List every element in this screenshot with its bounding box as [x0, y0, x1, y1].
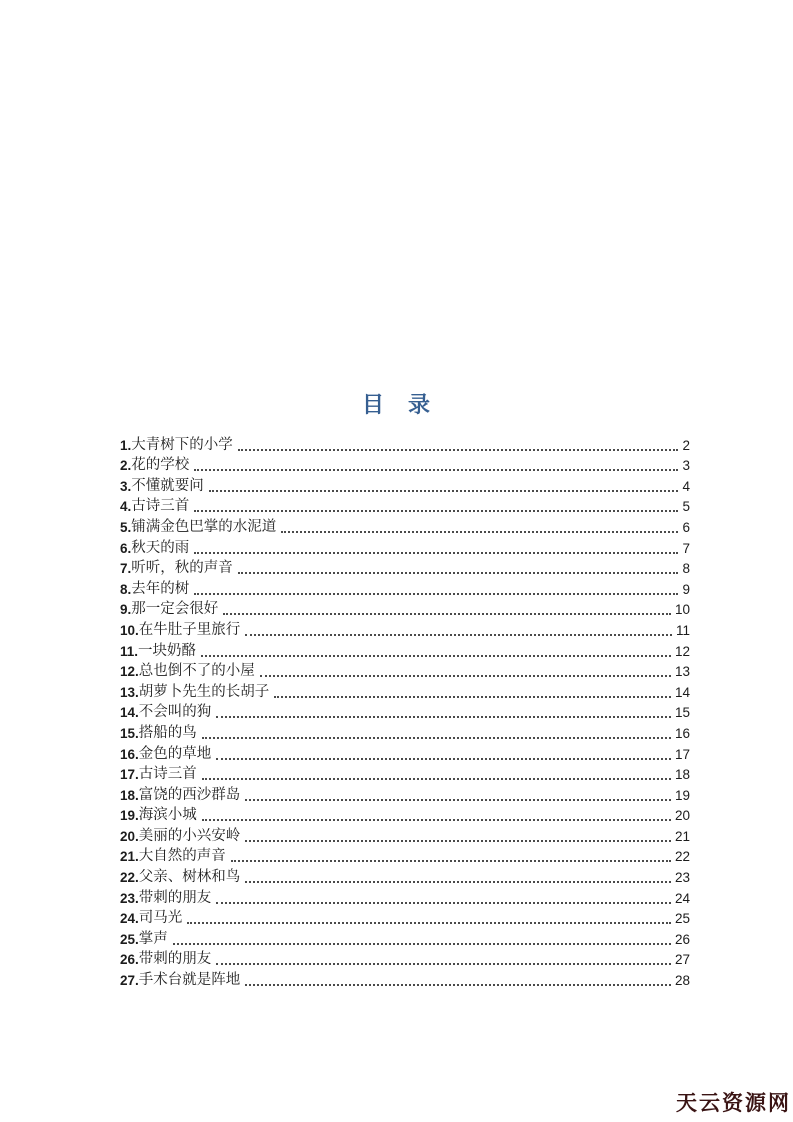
toc-entry-number: 23. [120, 890, 139, 906]
toc-entry-page: 7 [682, 540, 690, 556]
toc-entry [120, 887, 690, 908]
toc-entry-title: 秋天的雨 [131, 539, 190, 556]
toc-leader-dots [260, 675, 671, 677]
toc-entry-title: 搭船的鸟 [138, 724, 197, 741]
toc-entry-page: 8 [682, 561, 690, 577]
toc-leader-dots [245, 984, 671, 986]
toc-entry-page: 27 [674, 952, 690, 968]
toc-entry-number: 10. [120, 622, 139, 638]
toc-leader-dots [194, 593, 678, 595]
toc-entry-number: 12. [120, 664, 139, 680]
toc-leader-dots [202, 778, 671, 780]
toc-entry [120, 599, 690, 620]
toc-entry-page: 20 [674, 808, 690, 824]
toc-entry-number: 9. [120, 602, 132, 618]
toc-entry-page: 13 [674, 664, 690, 680]
toc-entry-number: 14. [120, 705, 139, 721]
toc-entry-page: 4 [682, 478, 690, 494]
toc-entry-page: 26 [674, 931, 690, 947]
toc-entry [120, 764, 690, 785]
toc-entry-title: 花的学校 [131, 457, 190, 474]
toc-entry-number: 17. [120, 767, 139, 783]
toc-leader-dots [201, 655, 671, 657]
toc-entry-title: 不懂就要问 [131, 477, 204, 494]
toc-entry-number: 26. [120, 952, 139, 968]
toc-entry-number: 1. [120, 437, 132, 453]
toc-entry-page: 17 [674, 746, 690, 762]
toc-entry-page: 14 [674, 684, 690, 700]
toc-entry-title: 胡萝卜先生的长胡子 [138, 683, 270, 700]
toc-entry [120, 969, 690, 990]
toc-entry-title: 海滨小城 [138, 807, 197, 824]
toc-entry-title: 司马光 [138, 910, 183, 927]
toc-entry-page: 11 [675, 622, 690, 638]
toc-entry-title: 父亲、树林和鸟 [138, 869, 241, 886]
toc-entry-number: 24. [120, 911, 139, 927]
toc-entry-page: 16 [674, 725, 690, 741]
toc-leader-dots [216, 716, 671, 718]
toc-entry [120, 846, 690, 867]
toc-entry-page: 21 [674, 828, 690, 844]
toc-entry-title: 手术台就是阵地 [138, 972, 241, 989]
toc-leader-dots [209, 490, 679, 492]
toc-entry-title: 掌声 [138, 930, 168, 947]
toc-entry [120, 928, 690, 949]
toc-entry-page: 23 [674, 870, 690, 886]
toc-leader-dots [202, 737, 671, 739]
toc-entry-number: 4. [120, 499, 132, 515]
toc-entry [120, 537, 690, 558]
toc-entry [120, 825, 690, 846]
toc-entry-number: 15. [120, 725, 139, 741]
toc-leader-dots [194, 469, 678, 471]
toc-leader-dots [216, 758, 671, 760]
toc-entry-title: 古诗三首 [138, 766, 197, 783]
toc-entry-page: 19 [674, 787, 690, 803]
toc-leader-dots [194, 552, 678, 554]
toc-entry-number: 20. [120, 828, 139, 844]
toc-entry-page: 2 [682, 437, 690, 453]
toc-entry-number: 6. [120, 540, 132, 556]
toc-entry [120, 722, 690, 743]
watermark: 天云资源网 [676, 1091, 791, 1115]
toc-entry-number: 5. [120, 519, 132, 535]
toc-entry-number: 22. [120, 870, 139, 886]
toc-entry [120, 784, 690, 805]
toc-entry-title: 铺满金色巴掌的水泥道 [131, 518, 277, 535]
toc-entry-title: 去年的树 [131, 580, 190, 597]
toc-entry [120, 661, 690, 682]
toc-entry [120, 434, 690, 455]
toc-entry-page: 9 [682, 581, 690, 597]
toc-leader-dots [216, 902, 671, 904]
toc-entry-page: 6 [682, 519, 690, 535]
toc-entry-page: 12 [674, 643, 690, 659]
toc-entry-page: 28 [674, 973, 690, 989]
toc-entry-number: 3. [120, 478, 132, 494]
toc-leader-dots [194, 510, 678, 512]
toc-entry-page: 25 [674, 911, 690, 927]
toc-entry-number: 16. [120, 746, 139, 762]
toc-entry-number: 7. [120, 561, 132, 577]
toc-title: 目 录 [361, 392, 431, 418]
toc-entry [120, 496, 690, 517]
toc-entry [120, 516, 690, 537]
toc-entry-title: 在牛肚子里旅行 [138, 621, 241, 638]
toc-leader-dots [231, 860, 671, 862]
toc-entry-title: 大青树下的小学 [131, 436, 233, 453]
toc-entry-number: 11. [120, 643, 139, 659]
toc-entry-title: 金色的草地 [138, 745, 212, 762]
toc-entry-title: 带刺的朋友 [138, 889, 212, 906]
toc-entry [120, 640, 690, 661]
toc-entry-title: 带刺的朋友 [138, 951, 212, 968]
toc-entry [120, 578, 690, 599]
toc-leader-dots [223, 613, 671, 615]
toc-leader-dots [238, 449, 679, 451]
toc-entry-title: 美丽的小兴安岭 [138, 827, 241, 844]
toc-entry-page: 15 [674, 705, 690, 721]
toc-entry [120, 805, 690, 826]
toc-entry-title: 听听，秋的声音 [131, 560, 233, 577]
toc-leader-dots [245, 634, 672, 636]
toc-leader-dots [202, 819, 671, 821]
toc-entry-title: 总也倒不了的小屋 [138, 663, 255, 680]
toc-entry-title: 不会叫的狗 [138, 704, 212, 721]
toc-entry [120, 455, 690, 476]
toc-entry-number: 18. [120, 787, 139, 803]
toc-entry [120, 949, 690, 970]
toc-leader-dots [245, 881, 671, 883]
toc-leader-dots [281, 531, 678, 533]
toc-entry-page: 5 [682, 499, 690, 515]
toc-entry-page: 22 [674, 849, 690, 865]
toc-entry-number: 27. [120, 973, 139, 989]
toc-entry-page: 18 [674, 767, 690, 783]
toc-entry [120, 558, 690, 579]
toc-entry-page: 3 [682, 458, 690, 474]
toc-list [120, 434, 690, 990]
toc-entry-page: 10 [674, 602, 690, 618]
toc-leader-dots [173, 943, 671, 945]
toc-entry [120, 743, 690, 764]
toc-entry-number: 13. [120, 684, 139, 700]
toc-entry-title: 大自然的声音 [138, 848, 226, 865]
toc-entry [120, 619, 690, 640]
toc-leader-dots [238, 572, 679, 574]
toc-entry-number: 8. [120, 581, 132, 597]
toc-entry-number: 2. [120, 458, 132, 474]
toc-entry [120, 908, 690, 929]
toc-entry [120, 475, 690, 496]
toc-leader-dots [187, 922, 671, 924]
toc-entry-number: 19. [120, 808, 139, 824]
toc-leader-dots [245, 840, 671, 842]
toc-entry [120, 681, 690, 702]
toc-entry [120, 702, 690, 723]
toc-entry-title: 那一定会很好 [131, 601, 219, 618]
toc-entry-title: 一块奶酪 [138, 642, 197, 659]
toc-entry-title: 富饶的西沙群岛 [138, 786, 241, 803]
toc-entry-title: 古诗三首 [131, 498, 190, 515]
toc-leader-dots [216, 963, 671, 965]
toc-leader-dots [245, 799, 671, 801]
toc-entry-number: 25. [120, 931, 139, 947]
toc-entry-page: 24 [674, 890, 690, 906]
toc-entry-number: 21. [120, 849, 139, 865]
toc-entry [120, 866, 690, 887]
toc-leader-dots [274, 696, 671, 698]
